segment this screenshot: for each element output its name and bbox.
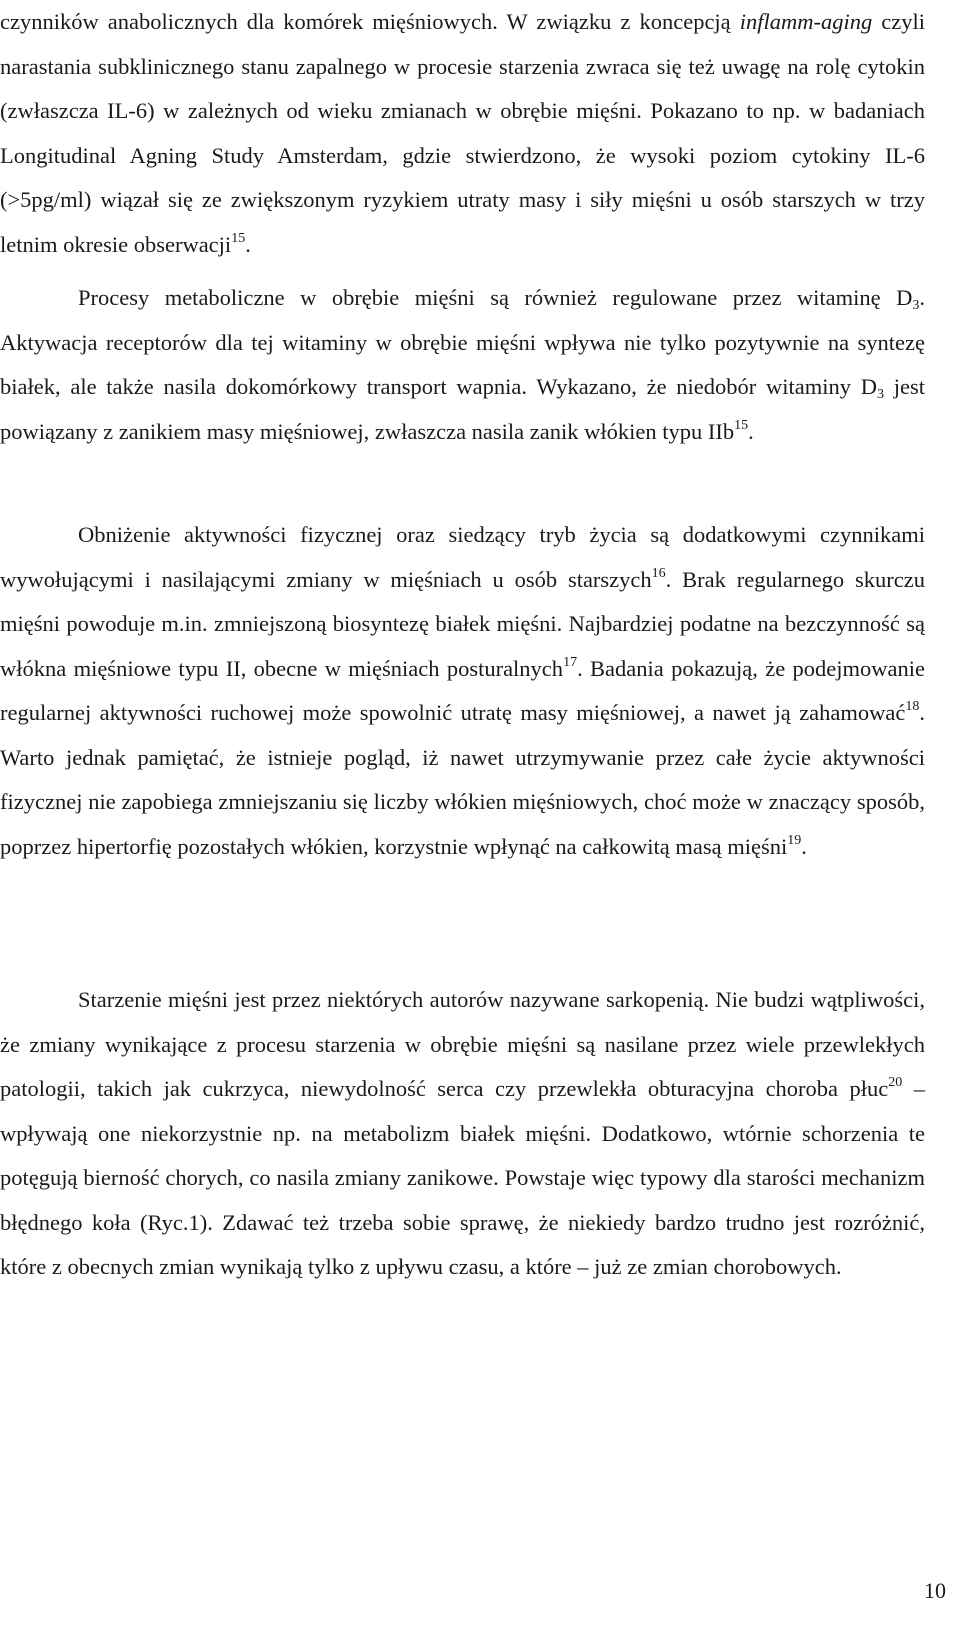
text-run: – wpływają one niekorzystnie np. na metabolizm białek mięśni. Dodatkowo, wtórnie schorzenia te potęgują bierność chorych, co nasila zmiany zanikowe. Powstaje więc typowy dla starości mechanizm błędnego koła (Ryc.1). Zdawać też trzeba sobie sprawę, że niekiedy bardzo trudno jest rozróżnić, które z obecnych zmian wynikają tylko z upływu czasu, a które – już ze zmian chorobowych. bbox=[0, 1076, 926, 1279]
citation-superscript: 18 bbox=[905, 699, 920, 714]
paragraph-sarcopenia bbox=[0, 978, 925, 1290]
subscript: 3 bbox=[912, 298, 920, 313]
text-run: . Warto jednak pamiętać, że istnieje pogląd, iż nawet utrzymywanie przez całe życie aktywności fizycznej nie zapobiega zmniejszaniu się liczby włókien mięśniowych, choć może w znaczący sposób, poprzez hipertorfię pozostałych włókien, korzystnie wpłynąć na całkowitą masą mięśni bbox=[0, 700, 925, 859]
paragraph-physical-activity bbox=[0, 513, 925, 869]
page-number: 10 bbox=[924, 1578, 946, 1603]
citation-superscript: 16 bbox=[651, 565, 666, 581]
text-run: czyli narastania subklinicznego stanu zapalnego w procesie starzenia zwraca się też uwagę na rolę cytokin (zwłaszcza IL-6) w zależnych od wieku zmianach w obrębie mięśni. Pokazano to np. w badaniach Longitudinal Agning Study Amsterdam, gdzie stwierdzono, że wysoki poziom cytokiny IL-6 (>5pg/ml) wiązał się ze zwiększonym ryzykiem utraty masy i siły mięśni u osób starszych w trzy letnim okresie obserwacji bbox=[0, 9, 925, 257]
text-run: . Brak regularnego skurczu mięśni powoduje m.in. zmniejszoną biosyntezę białek mięśni. Najbardziej podatne na bezczynność są włókna mięśniowe typu II, obecne w mięśniach posturalnych bbox=[0, 566, 926, 681]
text-run: . bbox=[245, 231, 251, 257]
citation-superscript: 19 bbox=[787, 832, 802, 848]
subscript: 3 bbox=[877, 387, 884, 402]
italic-term: inflamm-aging bbox=[739, 9, 873, 34]
text-run: Starzenie mięśni jest przez niektórych autorów nazywane sarkopenią. Nie budzi wątpliwości, że zmiany wynikające z procesu starzenia w obrębie mięśni są nasilane przez wiele przewlekłych patologii, takich jak cukrzyca, niewydolność serca czy przewlekła obturacyjna choroba płuc bbox=[0, 987, 925, 1101]
text-run: Obniżenie aktywności fizycznej oraz siedzący tryb życia są dodatkowymi czynnikami wywołującymi i nasilającymi zmiany w mięśniach u osób starszych bbox=[0, 522, 925, 592]
citation-superscript: 15 bbox=[231, 230, 246, 246]
text-run: . Badania pokazują, że podejmowanie regularnej aktywności ruchowej może spowolnić utratę masy mięśniowej, a nawet ją zahamować bbox=[0, 655, 926, 725]
text-run: . bbox=[748, 418, 754, 444]
text-run: jest powiązany z zanikiem masy mięśniowej, zwłaszcza nasila zanik włókien typu IIb bbox=[0, 374, 925, 444]
citation-superscript: 20 bbox=[888, 1075, 903, 1090]
text-run: Procesy metaboliczne w obrębie mięśni są również regulowane przez witaminę D bbox=[78, 285, 913, 310]
text-run: . bbox=[801, 833, 807, 859]
citation-superscript: 15 bbox=[734, 417, 749, 433]
paragraph-vitamin-d3 bbox=[0, 276, 925, 454]
text-run: . Aktywacja receptorów dla tej witaminy w obrębie mięśni wpływa nie tylko pozytywnie na syntezę białek, ale także nasila dokomórkowy transport wapnia. Wykazano, że niedobór witaminy D bbox=[0, 285, 925, 399]
text-run: czynników anabolicznych dla komórek mięśniowych. W związku z koncepcją bbox=[0, 9, 740, 34]
paragraph-inflamm-aging bbox=[0, 0, 925, 267]
citation-superscript: 17 bbox=[563, 654, 578, 670]
